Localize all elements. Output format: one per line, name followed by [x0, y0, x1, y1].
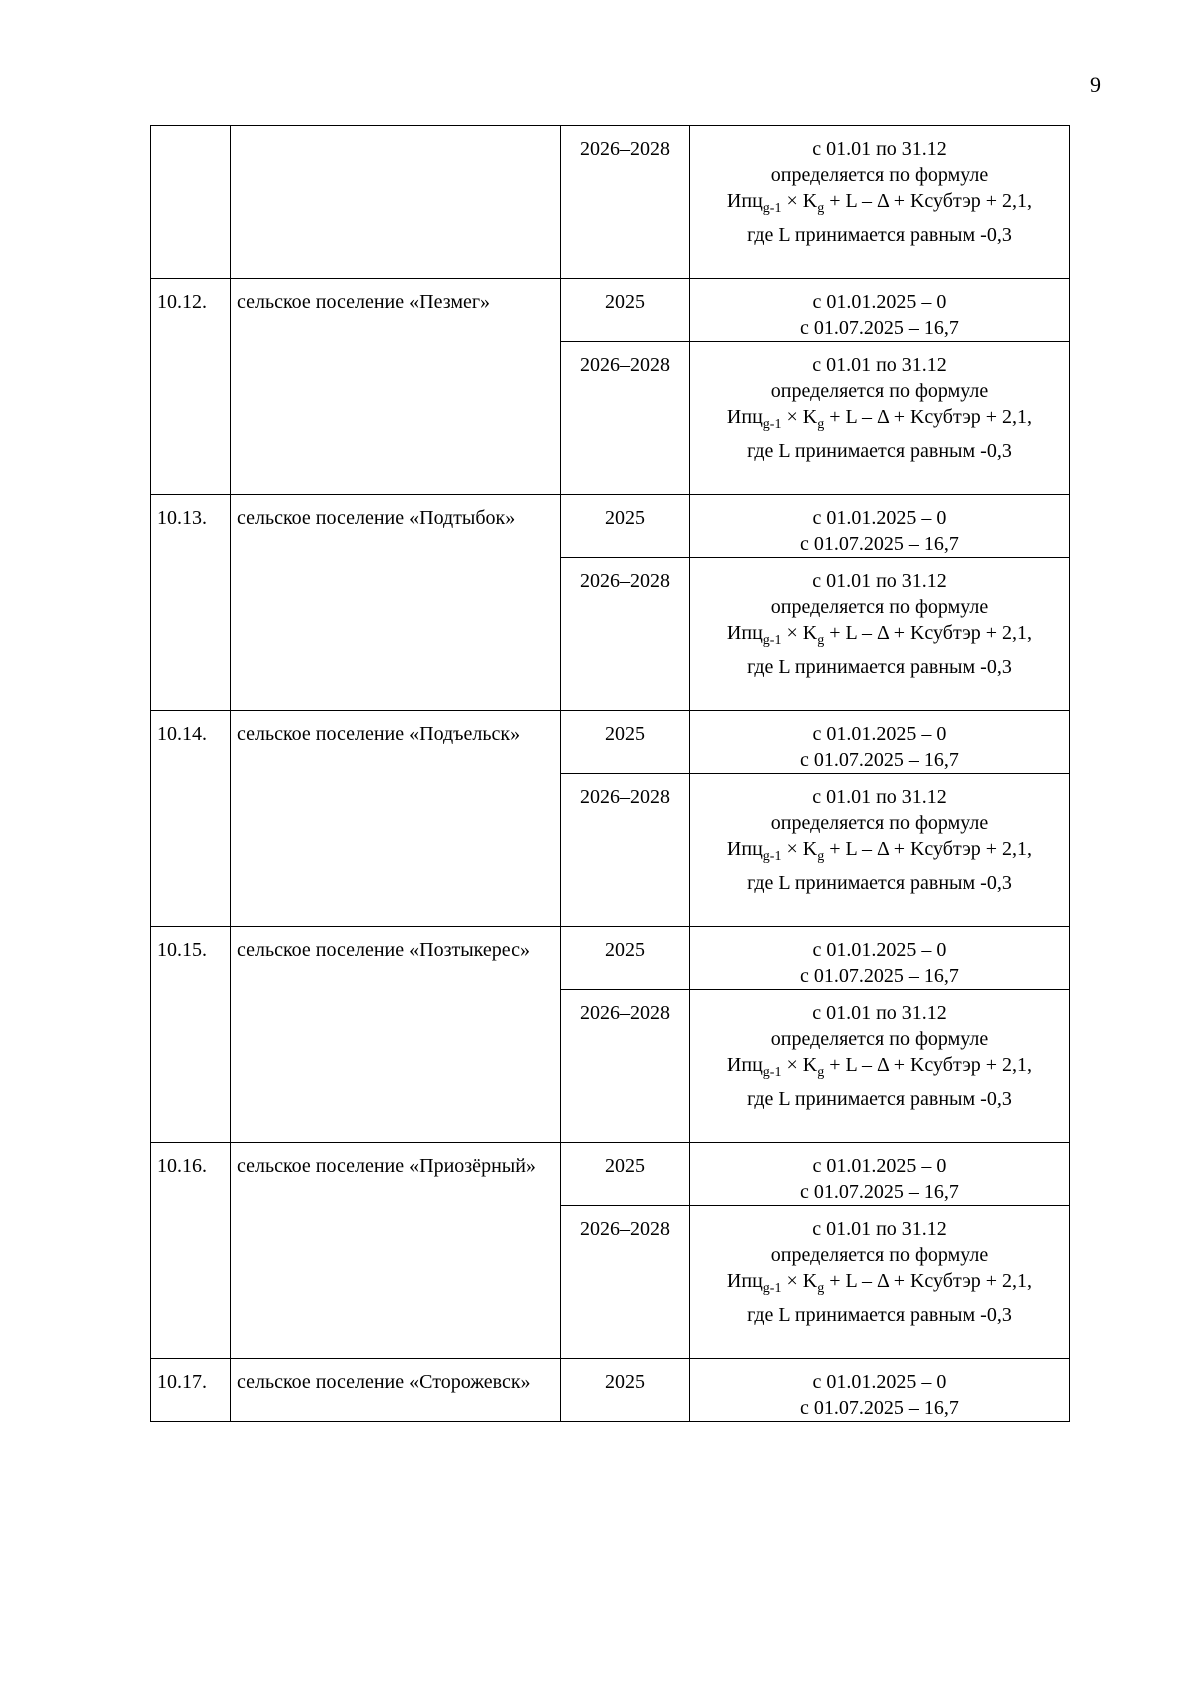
- year-cell: 2026–2028: [561, 990, 690, 1143]
- tariff-table: [150, 125, 1070, 1422]
- table-row: [151, 279, 1070, 342]
- settlement-name: [231, 126, 561, 279]
- formula-sub-g1: g-1: [762, 201, 782, 216]
- value-cell: [690, 1206, 1070, 1359]
- value-line-1: с 01.01.2025 – 0: [812, 723, 947, 745]
- value-line-2: с 01.07.2025 – 16,7: [800, 1397, 959, 1419]
- row-number: 10.14.: [151, 711, 231, 927]
- value-line-2: с 01.07.2025 – 16,7: [800, 749, 959, 771]
- value-line-2: с 01.07.2025 – 16,7: [800, 1181, 959, 1203]
- value-cell: [690, 990, 1070, 1143]
- settlement-name: сельское поселение «Пезмег»: [231, 279, 561, 495]
- year-cell: 2026–2028: [561, 1206, 690, 1359]
- formula: $Ипц_{g-1} \times K_g + L - \Delta$ + Kсубтэр + 2,1,: [726, 838, 1033, 864]
- formula-sub-g1: g-1: [762, 1281, 782, 1296]
- settlement-name: сельское поселение «Приозёрный»: [231, 1143, 561, 1359]
- formula-supsub: [924, 406, 980, 428]
- value-line-1: с 01.01.2025 – 0: [812, 939, 947, 961]
- formula: $Ипц_{g-1} \times K_g + L - \Delta$ + Kсубтэр + 2,1,: [726, 1054, 1033, 1080]
- period-text: с 01.01 по 31.12: [812, 1218, 947, 1240]
- formula-note: где L принимается равным -0,3: [747, 656, 1012, 678]
- formula-note: где L принимается равным -0,3: [747, 1088, 1012, 1110]
- row-number: [151, 126, 231, 279]
- value-cell: [690, 126, 1070, 279]
- formula-sup-sub: суб: [924, 1270, 953, 1292]
- value-cell: [690, 342, 1070, 495]
- year-cell: 2026–2028: [561, 774, 690, 927]
- value-cell: [690, 774, 1070, 927]
- formula-caption: определяется по формуле: [770, 380, 989, 402]
- year-cell: 2026–2028: [561, 558, 690, 711]
- row-number: 10.15.: [151, 927, 231, 1143]
- formula-sub-g1: g-1: [762, 417, 782, 432]
- row-number: 10.16.: [151, 1143, 231, 1359]
- value-line-1: с 01.01.2025 – 0: [812, 507, 947, 529]
- formula: $Ипц_{g-1} \times K_g + L - \Delta$ + Kсубтэр + 2,1,: [726, 1270, 1033, 1296]
- table-row: [151, 495, 1070, 558]
- value-line-2: с 01.07.2025 – 16,7: [800, 317, 959, 339]
- value-cell: [690, 711, 1070, 774]
- row-number: 10.13.: [151, 495, 231, 711]
- year-cell: 2025: [561, 1359, 690, 1422]
- formula-sub-g: g: [817, 849, 825, 864]
- formula-caption: определяется по формуле: [770, 812, 989, 834]
- value-cell: [690, 558, 1070, 711]
- table-row: [151, 1143, 1070, 1206]
- value-cell: [690, 927, 1070, 990]
- settlement-name: сельское поселение «Подтыбок»: [231, 495, 561, 711]
- formula-note: где L принимается равным -0,3: [747, 440, 1012, 462]
- formula-supsub: [924, 1270, 980, 1292]
- formula-sub-ter: тэр: [952, 838, 981, 860]
- year-cell: 2026–2028: [561, 126, 690, 279]
- settlement-name: сельское поселение «Подъельск»: [231, 711, 561, 927]
- formula-sup-sub: суб: [924, 406, 953, 428]
- year-cell: 2026–2028: [561, 342, 690, 495]
- formula-supsub: [924, 622, 980, 644]
- value-cell: [690, 1359, 1070, 1422]
- formula-sub-ter: тэр: [952, 190, 981, 212]
- formula-supsub: [924, 838, 980, 860]
- row-number: 10.17.: [151, 1359, 231, 1422]
- formula-sup-sub: суб: [924, 838, 953, 860]
- formula-note: где L принимается равным -0,3: [747, 1304, 1012, 1326]
- value-line-2: с 01.07.2025 – 16,7: [800, 533, 959, 555]
- formula-note: где L принимается равным -0,3: [747, 224, 1012, 246]
- formula-sub-g: g: [817, 417, 825, 432]
- table-row: [151, 927, 1070, 990]
- year-cell: 2025: [561, 927, 690, 990]
- formula-sub-g: g: [817, 201, 825, 216]
- formula: $Ипц_{g-1} \times K_g + L - \Delta$ + Kсубтэр + 2,1,: [726, 622, 1033, 648]
- year-cell: 2025: [561, 711, 690, 774]
- formula-supsub: [924, 190, 980, 212]
- formula-sub-ter: тэр: [952, 1054, 981, 1076]
- value-cell: [690, 279, 1070, 342]
- table-row: [151, 1359, 1070, 1422]
- value-cell: [690, 1143, 1070, 1206]
- formula-sub-g: g: [817, 1281, 825, 1296]
- formula-sub-g: g: [817, 1065, 825, 1080]
- year-cell: 2025: [561, 279, 690, 342]
- value-line-2: с 01.07.2025 – 16,7: [800, 965, 959, 987]
- value-line-1: с 01.01.2025 – 0: [812, 291, 947, 313]
- formula-sub-g: g: [817, 633, 825, 648]
- settlement-name: сельское поселение «Позтыкерес»: [231, 927, 561, 1143]
- page-number: 9: [1090, 72, 1101, 97]
- formula-sub-g1: g-1: [762, 849, 782, 864]
- formula-caption: определяется по формуле: [770, 596, 989, 618]
- formula-caption: определяется по формуле: [770, 164, 989, 186]
- formula-sub-ter: тэр: [952, 622, 981, 644]
- formula-sub-g1: g-1: [762, 633, 782, 648]
- value-line-1: с 01.01.2025 – 0: [812, 1371, 947, 1393]
- year-cell: 2025: [561, 495, 690, 558]
- formula-sub-ter: тэр: [952, 406, 981, 428]
- formula-supsub: [924, 1054, 980, 1076]
- formula: $Ипц_{g-1} \times K_g + L - \Delta$ + Kсубтэр + 2,1,: [726, 406, 1033, 432]
- formula-sub-ter: тэр: [952, 1270, 981, 1292]
- period-text: с 01.01 по 31.12: [812, 570, 947, 592]
- period-text: с 01.01 по 31.12: [812, 138, 947, 160]
- formula-sup-sub: суб: [924, 190, 953, 212]
- formula-caption: определяется по формуле: [770, 1244, 989, 1266]
- period-text: с 01.01 по 31.12: [812, 354, 947, 376]
- formula-note: где L принимается равным -0,3: [747, 872, 1012, 894]
- period-text: с 01.01 по 31.12: [812, 1002, 947, 1024]
- value-cell: [690, 495, 1070, 558]
- formula-sup-sub: суб: [924, 1054, 953, 1076]
- formula: $Ипц_{g-1} \times K_g + L - \Delta$ + Kсубтэр + 2,1,: [726, 190, 1033, 216]
- formula-sup-sub: суб: [924, 622, 953, 644]
- row-number: 10.12.: [151, 279, 231, 495]
- formula-sub-g1: g-1: [762, 1065, 782, 1080]
- table-row: [151, 711, 1070, 774]
- table-row: [151, 126, 1070, 279]
- formula-caption: определяется по формуле: [770, 1028, 989, 1050]
- period-text: с 01.01 по 31.12: [812, 786, 947, 808]
- settlement-name: сельское поселение «Сторожевск»: [231, 1359, 561, 1422]
- value-line-1: с 01.01.2025 – 0: [812, 1155, 947, 1177]
- year-cell: 2025: [561, 1143, 690, 1206]
